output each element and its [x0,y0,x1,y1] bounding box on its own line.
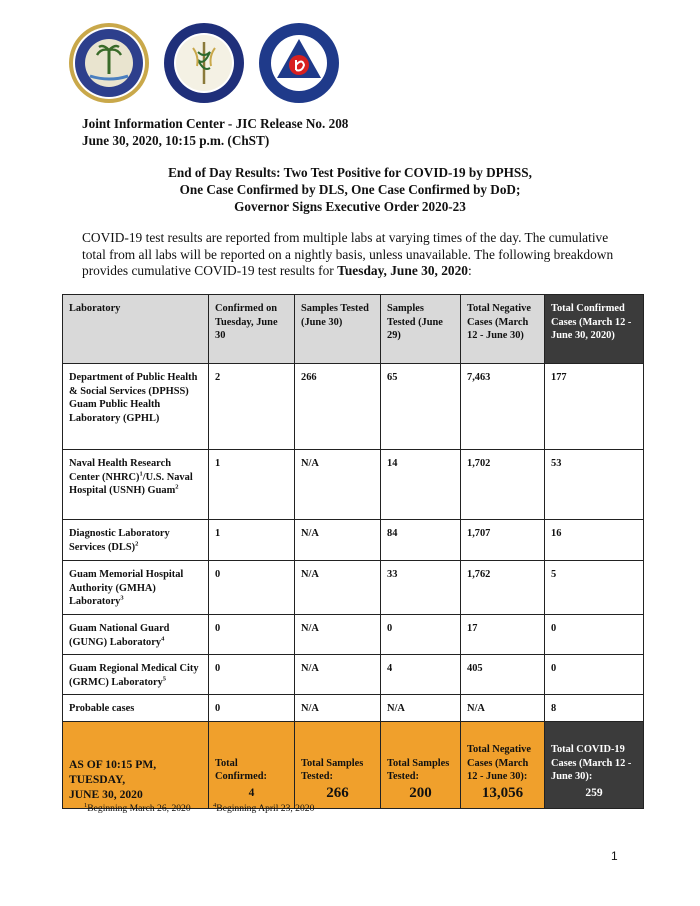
as-of-line-2: TUESDAY, [69,772,126,786]
footnote-ref: 1 [139,470,143,478]
lab-name-text: Guam Regional Medical City (GRMC) Laboratory [69,663,199,688]
cell-negative: 17 [461,615,545,655]
footnote-4 [213,803,324,814]
cell-negative: 7,463 [461,364,545,450]
header-total-negative: Total Negative Cases (March 12 - June 30) [461,295,545,364]
as-of-line-1: AS OF 10:15 PM, [69,757,157,771]
results-table [62,294,644,809]
header-confirmed-today: Confirmed on Tuesday, June 30 [209,295,295,364]
dphss-seal-icon [163,22,245,104]
cell-tested-jun29: 0 [381,615,461,655]
lab-name: Probable cases [63,695,209,722]
lab-name-text: Guam National Guard (GUNG) Laboratory [69,623,170,648]
table-row [63,364,644,450]
cell-tested-jun30: N/A [295,450,381,520]
table-row [63,450,644,520]
lab-name [63,615,209,655]
table-row [63,520,644,561]
civil-defense-seal-icon [258,22,340,104]
header-samples-jun29: Samples Tested (June 29) [381,295,461,364]
footnote-1 [84,803,201,814]
cell-confirmed: 1 [209,520,295,561]
release-number: Joint Information Center - JIC Release No. 208 [82,116,349,131]
cell-confirmed: 0 [209,695,295,722]
table-row [63,655,644,695]
cell-negative: N/A [461,695,545,722]
lab-name-part-b: /U.S. Naval Hospital (USNH) Guam [69,471,193,497]
cell-confirmed: 0 [209,655,295,695]
footnote-ref: 3 [120,594,124,602]
cell-total-confirmed: 0 [545,615,644,655]
cell-confirmed: 0 [209,615,295,655]
lab-name-text: Diagnostic Laboratory Services (DLS) [69,528,170,553]
total-negative [461,721,545,808]
title-line-1: End of Day Results: Two Test Positive for COVID-19 by DPHSS, [168,165,532,180]
as-of-line-3: JUNE 30, 2020 [69,787,143,801]
title-line-3: Governor Signs Executive Order 2020-23 [234,199,466,214]
cell-negative: 1,707 [461,520,545,561]
footnote-ref: 2 [135,540,139,548]
cell-total-confirmed: 177 [545,364,644,450]
totals-row [63,721,644,808]
total-samples-jun30-label: Total Samples Tested: [301,757,364,783]
cell-tested-jun30: N/A [295,520,381,561]
total-covid-cases [545,721,644,808]
cell-total-confirmed: 8 [545,695,644,722]
lab-name: Department of Public Health & Social Services (DPHSS) Guam Public Health Laboratory (GPHL) [63,364,209,450]
footnote-4-text: Beginning April 23, 2020 [216,803,315,814]
cell-tested-jun30: N/A [295,561,381,615]
release-header [82,115,348,149]
total-samples-jun30 [295,721,381,808]
total-confirmed-today [209,721,295,808]
cell-total-confirmed: 16 [545,520,644,561]
intro-tail: : [468,263,472,279]
release-date: June 30, 2020, 10:15 p.m. (ChST) [82,133,270,148]
cell-confirmed: 1 [209,450,295,520]
cell-total-confirmed: 5 [545,561,644,615]
cell-tested-jun30: N/A [295,695,381,722]
table-row [63,695,644,722]
footnote-ref: 5 [162,675,167,683]
footnote-4-marker: 4 [213,801,217,809]
lab-name [63,450,209,520]
lab-name [63,561,209,615]
cell-confirmed: 2 [209,364,295,450]
table-header-row [63,295,644,364]
table-row [63,615,644,655]
footnote-ref: 2 [175,483,179,491]
intro-paragraph [82,230,630,280]
cell-tested-jun29: 33 [381,561,461,615]
total-samples-jun29-label: Total Samples Tested: [387,757,450,783]
total-covid-cases-label: Total COVID-19 Cases (March 12 - June 30): [551,744,632,783]
intro-text: COVID-19 test results are reported from multiple labs at varying times of the day. The cumulative total from all labs will be reported on a nightly basis, unless unavailable. The following breakdown provides cumulative COVID-19 test results for [82,230,614,279]
cell-tested-jun29: N/A [381,695,461,722]
cell-total-confirmed: 0 [545,655,644,695]
total-samples-jun29-value: 200 [409,784,432,801]
cell-negative: 405 [461,655,545,695]
governor-seal-icon [68,22,150,104]
header-total-confirmed: Total Confirmed Cases (March 12 - June 30, 2020) [545,295,644,364]
cell-negative: 1,702 [461,450,545,520]
totals-as-of [63,721,209,808]
cell-tested-jun29: 14 [381,450,461,520]
footnotes [84,803,334,814]
cell-confirmed: 0 [209,561,295,615]
cell-tested-jun30: N/A [295,615,381,655]
total-samples-jun29 [381,721,461,808]
total-confirmed-today-value: 4 [248,786,255,799]
cell-tested-jun29: 4 [381,655,461,695]
total-samples-jun30-value: 266 [326,784,349,801]
cell-negative: 1,762 [461,561,545,615]
lab-name [63,655,209,695]
release-title [82,164,618,215]
cell-total-confirmed: 53 [545,450,644,520]
title-line-2: One Case Confirmed by DLS, One Case Confirmed by DoD; [179,182,521,197]
total-covid-cases-value: 259 [585,786,603,799]
cell-tested-jun30: 266 [295,364,381,450]
lab-name-text: Guam Memorial Hospital Authority (GMHA) Laboratory [69,569,184,608]
cell-tested-jun30: N/A [295,655,381,695]
table-row [63,561,644,615]
intro-date: Tuesday, June 30, 2020 [337,263,468,279]
total-negative-value: 13,056 [481,784,524,801]
total-negative-label: Total Negative Cases (March 12 - June 30): [467,744,531,783]
cell-tested-jun29: 65 [381,364,461,450]
lab-name [63,520,209,561]
header-laboratory: Laboratory [63,295,209,364]
footnote-1-marker: 1 [84,801,88,809]
footnote-1-text: Beginning March 26, 2020 [87,803,191,814]
header-samples-jun30: Samples Tested (June 30) [295,295,381,364]
page-number: 1 [611,849,618,863]
footnote-ref: 4 [161,635,165,643]
cell-tested-jun29: 84 [381,520,461,561]
lab-name-part-a: Naval Health Research Center (NHRC) [69,458,171,483]
total-confirmed-today-label: Total Confirmed: [215,757,267,783]
